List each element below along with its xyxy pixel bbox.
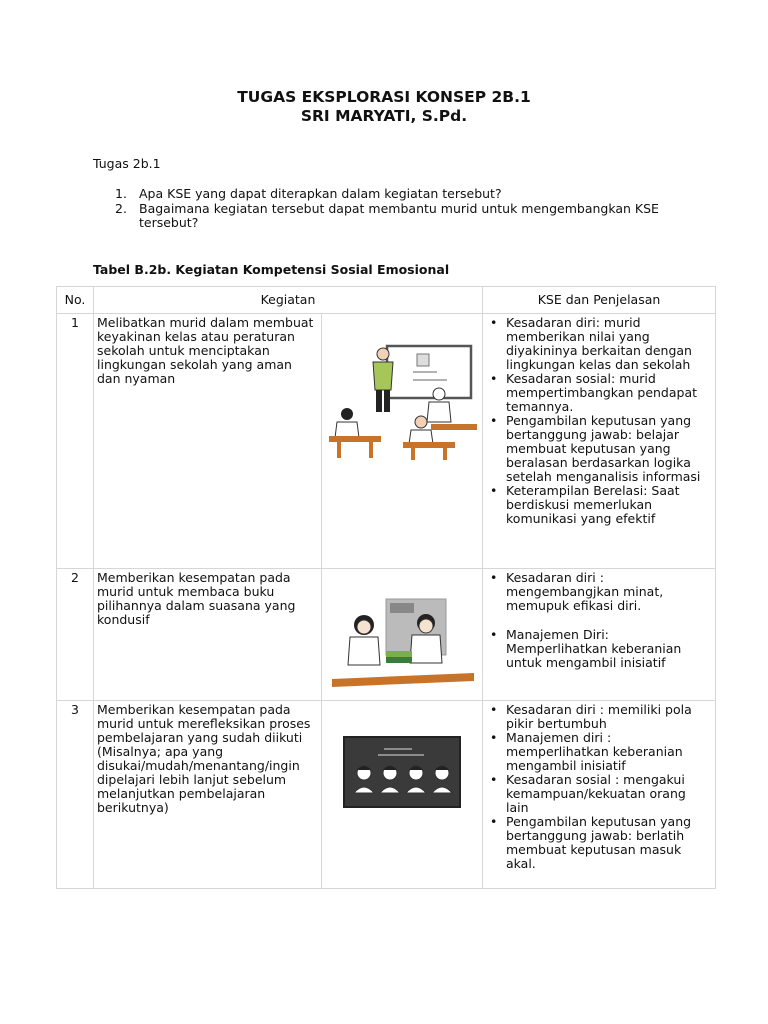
activity-text: Memberikan kesempatan pada murid untuk membaca buku pilihannya dalam suasana yang kondusif [94, 569, 322, 701]
kse-list [486, 316, 712, 526]
kse-item: • Pengambilan keputusan yang bertanggung jawab: berlatih membuat keputusan masuk akal. [486, 815, 712, 871]
kse-item: • Manajemen diri : memperlihatkan keberanian mengambil inisiatif [486, 731, 712, 773]
kse-item: • Kesadaran sosial : mengakui kemampuan/kekuatan orang lain [486, 773, 712, 815]
kse-list [486, 703, 712, 871]
kse-list [486, 571, 712, 670]
row-number: 1 [57, 314, 94, 569]
table-caption: Tabel B.2b. Kegiatan Kompetensi Sosial Emosional [93, 262, 450, 277]
reflection-chalkboard-illustration [322, 701, 483, 889]
row-number: 3 [57, 701, 94, 889]
question-number: 1. [115, 186, 127, 201]
question-text: Bagaimana kegiatan tersebut dapat membantu murid untuk mengembangkan KSE tersebut? [139, 200, 659, 230]
teacher-students-icon [327, 332, 477, 462]
header-no: No. [57, 287, 94, 314]
kse-item: • Kesadaran diri : memiliki pola pikir bertumbuh [486, 703, 712, 731]
kse-item: • Pengambilan keputusan yang bertanggung jawab: belajar membuat keputusan yang beralasan berdasarkan logika setelah menganalisis informasi [486, 414, 712, 484]
kse-item: • Manajemen Diri: Memperlihatkan keberanian untuk mengambil inisiatif [486, 628, 712, 670]
table-row [57, 314, 716, 569]
classroom-discussion-illustration [322, 314, 483, 569]
header-kegiatan: Kegiatan [94, 287, 483, 314]
kse-cell [483, 701, 716, 889]
task-label: Tugas 2b.1 [93, 156, 161, 171]
kse-item: • Kesadaran diri: murid memberikan nilai yang diyakininya berkaitan dengan lingkungan kelas dan sekolah [486, 316, 712, 372]
question-text: Apa KSE yang dapat diterapkan dalam kegiatan tersebut? [139, 186, 502, 201]
kse-cell [483, 314, 716, 569]
kse-item: • Kesadaran sosial: murid mempertimbangkan pendapat temannya. [486, 372, 712, 414]
table-header-row [57, 287, 716, 314]
row-number: 2 [57, 569, 94, 701]
activity-text: Melibatkan murid dalam membuat keyakinan kelas atau peraturan sekolah untuk menciptakan lingkungan sekolah yang aman dan nyaman [94, 314, 322, 569]
reading-students-icon [330, 595, 475, 690]
table-row [57, 701, 716, 889]
document-author: SRI MARYATI, S.Pd. [300, 107, 468, 125]
kse-cell [483, 569, 716, 701]
question-list [93, 187, 697, 231]
document-title: TUGAS EKSPLORASI KONSEP 2B.1 [237, 88, 531, 106]
activity-text: Memberikan kesempatan pada murid untuk merefleksikan proses pembelajaran yang sudah diikuti (Misalnya; apa yang disukai/mudah/menantang/ingin dipelajari lebih lanjut sebelum melanjutkan pembelajaran berikutnya) [94, 701, 322, 889]
chalkboard-students-icon [342, 735, 462, 809]
kse-item: • Keterampilan Berelasi: Saat berdiskusi memerlukan komunikasi yang efektif [486, 484, 712, 526]
header-kse: KSE dan Penjelasan [483, 287, 716, 314]
reading-students-illustration [322, 569, 483, 701]
kse-item: • Kesadaran diri : mengembangjkan minat, memupuk efikasi diri. [486, 571, 712, 613]
question-number: 2. [115, 200, 127, 216]
activity-table [56, 286, 716, 889]
table-row [57, 569, 716, 701]
question-item [93, 187, 697, 202]
question-item [93, 202, 697, 231]
